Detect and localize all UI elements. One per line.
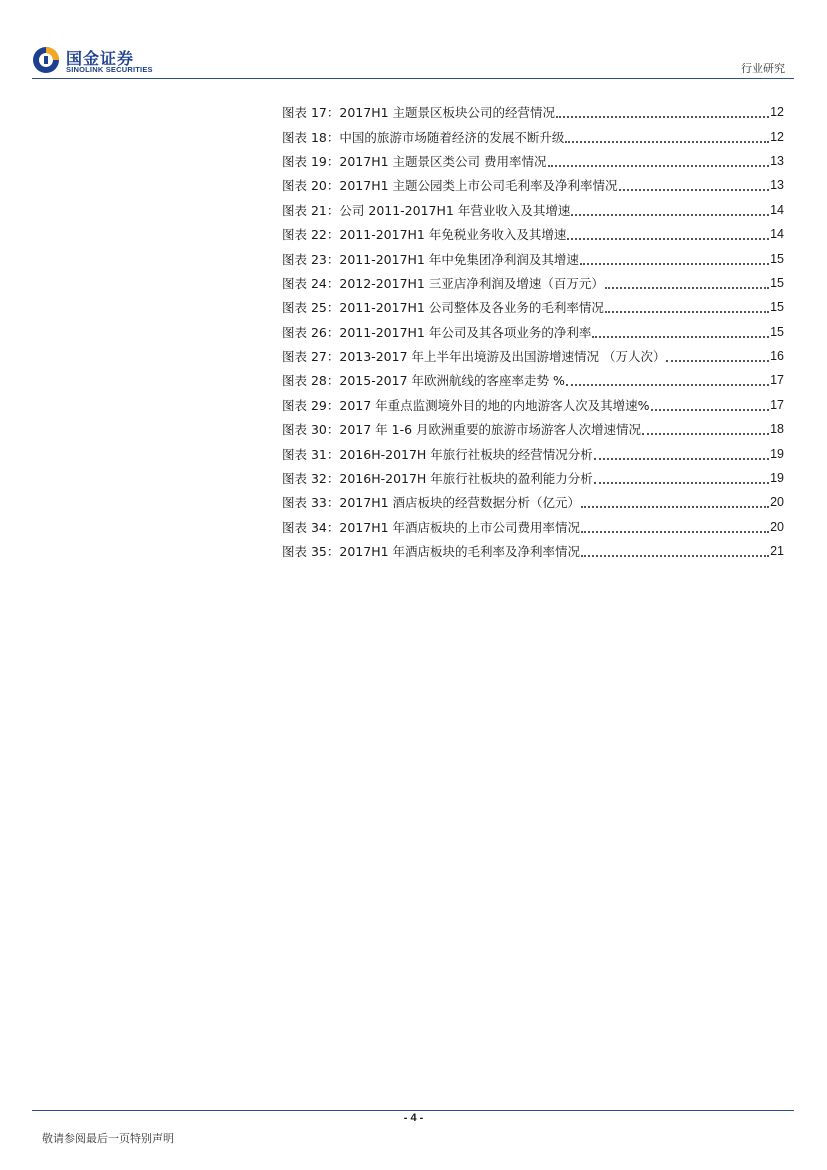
toc-entry-page: 15 bbox=[770, 275, 784, 290]
page-number: - 4 - bbox=[403, 1112, 424, 1124]
toc-leader-dots bbox=[666, 346, 769, 362]
toc-entry-label: 图表 23： bbox=[282, 251, 340, 267]
toc-entry[interactable] bbox=[282, 173, 784, 197]
toc-entry-title: 2016H-2017H 年旅行社板块的盈利能力分析 bbox=[339, 471, 593, 487]
toc-entry[interactable] bbox=[282, 100, 784, 124]
toc-entry-label: 图表 24： bbox=[282, 275, 340, 291]
toc-entry-label: 图表 35： bbox=[282, 544, 340, 560]
toc-entry-label: 图表 18： bbox=[282, 129, 340, 145]
toc-entry[interactable] bbox=[282, 490, 784, 514]
toc-entry-page: 13 bbox=[770, 178, 784, 193]
toc-entry-label: 图表 31： bbox=[282, 446, 340, 462]
toc-leader-dots bbox=[571, 200, 769, 216]
toc-entry[interactable] bbox=[282, 246, 784, 270]
toc-leader-dots bbox=[642, 419, 769, 435]
toc-entry[interactable] bbox=[282, 417, 784, 441]
toc-entry-title: 2017 年重点监测境外目的地的内地游客人次及其增速% bbox=[339, 397, 650, 413]
toc-entry-label: 图表 19： bbox=[282, 153, 340, 169]
toc-leader-dots bbox=[581, 492, 769, 508]
sinolink-logo-icon bbox=[32, 46, 60, 74]
toc-entry-label: 图表 25： bbox=[282, 300, 340, 316]
toc-leader-dots bbox=[556, 102, 769, 118]
toc-entry-title: 2017H1 主题景区类公司 费用率情况 bbox=[339, 153, 547, 169]
toc-entry-page: 20 bbox=[770, 519, 784, 534]
toc-leader-dots bbox=[605, 273, 769, 289]
toc-entry-page: 19 bbox=[770, 471, 784, 486]
toc-entry-page: 21 bbox=[770, 544, 784, 559]
toc-entry-label: 图表 34： bbox=[282, 519, 340, 535]
toc-entry-page: 17 bbox=[770, 397, 784, 412]
sinolink-logo bbox=[32, 46, 162, 78]
toc-entry-label: 图表 32： bbox=[282, 471, 340, 487]
toc-entry-page: 13 bbox=[770, 153, 784, 168]
toc-entry-title: 中国的旅游市场随着经济的发展不断升级 bbox=[339, 129, 565, 145]
toc-entry-label: 图表 17： bbox=[282, 105, 340, 121]
toc-entry-title: 2012-2017H1 三亚店净利润及增速（百万元） bbox=[339, 275, 604, 291]
toc-entry-label: 图表 26： bbox=[282, 324, 340, 340]
toc-leader-dots bbox=[651, 395, 770, 411]
toc-entry[interactable] bbox=[282, 320, 784, 344]
toc-leader-dots bbox=[548, 151, 770, 167]
toc-entry-title: 2011-2017H1 年公司及其各项业务的净利率 bbox=[339, 324, 592, 340]
toc-entry-title: 公司 2011-2017H1 年营业收入及其增速 bbox=[339, 202, 571, 218]
toc-entry[interactable] bbox=[282, 295, 784, 319]
toc-entry-page: 12 bbox=[770, 129, 784, 144]
toc-entry-page: 20 bbox=[770, 495, 784, 510]
toc-leader-dots bbox=[619, 175, 770, 191]
toc-entry-label: 图表 29： bbox=[282, 397, 340, 413]
header-divider bbox=[32, 78, 794, 79]
toc-entry-label: 图表 28： bbox=[282, 373, 340, 389]
toc-entry-label: 图表 27： bbox=[282, 349, 340, 365]
logo-chinese-name: 国金证券 bbox=[66, 49, 135, 68]
toc-entry-label: 图表 21： bbox=[282, 202, 340, 218]
toc-leader-dots bbox=[581, 541, 769, 557]
toc-entry-title: 2013-2017 年上半年出境游及出国游增速情况 （万人次） bbox=[339, 349, 666, 365]
toc-entry[interactable] bbox=[282, 466, 784, 490]
footer-divider bbox=[32, 1110, 794, 1111]
toc-entry-label: 图表 30： bbox=[282, 422, 340, 438]
toc-entry-label: 图表 33： bbox=[282, 495, 340, 511]
toc-entry-title: 2017H1 年酒店板块的毛利率及净利率情况 bbox=[339, 544, 581, 560]
toc-leader-dots bbox=[581, 517, 769, 533]
toc-entry-page: 15 bbox=[770, 324, 784, 339]
toc-entry-title: 2016H-2017H 年旅行社板块的经营情况分析 bbox=[339, 446, 593, 462]
footer-disclaimer: 敬请参阅最后一页特别声明 bbox=[42, 1132, 174, 1145]
toc-entry-page: 12 bbox=[770, 105, 784, 120]
toc-entry-label: 图表 22： bbox=[282, 227, 340, 243]
toc-entry-title: 2015-2017 年欧洲航线的客座率走势 % bbox=[339, 373, 565, 389]
toc-entry[interactable] bbox=[282, 344, 784, 368]
toc-entry-page: 16 bbox=[770, 349, 784, 364]
toc-entry-title: 2017H1 主题景区板块公司的经营情况 bbox=[339, 105, 556, 121]
toc-entry-title: 2017H1 主题公园类上市公司毛利率及净利率情况 bbox=[339, 178, 618, 194]
toc-entry[interactable] bbox=[282, 393, 784, 417]
toc-entry[interactable] bbox=[282, 441, 784, 465]
toc-entry-title: 2017H1 酒店板块的经营数据分析（亿元） bbox=[339, 495, 581, 511]
toc-entry[interactable] bbox=[282, 515, 784, 539]
toc-entry-title: 2017H1 年酒店板块的上市公司费用率情况 bbox=[339, 519, 581, 535]
toc-entry-page: 19 bbox=[770, 446, 784, 461]
toc-entry-page: 14 bbox=[770, 227, 784, 242]
toc-entry[interactable] bbox=[282, 222, 784, 246]
toc-leader-dots bbox=[592, 322, 769, 338]
toc-entry-page: 15 bbox=[770, 251, 784, 266]
toc-entry-label: 图表 20： bbox=[282, 178, 340, 194]
toc-leader-dots bbox=[594, 468, 769, 484]
figure-index-list bbox=[282, 100, 784, 563]
page-header bbox=[0, 0, 827, 80]
toc-entry[interactable] bbox=[282, 198, 784, 222]
toc-entry-page: 18 bbox=[770, 422, 784, 437]
toc-entry[interactable] bbox=[282, 368, 784, 392]
toc-leader-dots bbox=[580, 249, 769, 265]
toc-entry-page: 17 bbox=[770, 373, 784, 388]
toc-leader-dots bbox=[605, 297, 769, 313]
toc-entry[interactable] bbox=[282, 149, 784, 173]
logo-english-name: SINOLINK SECURITIES bbox=[66, 65, 153, 74]
toc-entry-title: 2011-2017H1 年中免集团净利润及其增速 bbox=[339, 251, 579, 267]
toc-entry[interactable] bbox=[282, 271, 784, 295]
toc-leader-dots bbox=[567, 224, 769, 240]
toc-entry-page: 15 bbox=[770, 300, 784, 315]
toc-entry-title: 2011-2017H1 公司整体及各业务的毛利率情况 bbox=[339, 300, 604, 316]
toc-leader-dots bbox=[565, 127, 769, 143]
toc-leader-dots bbox=[594, 444, 769, 460]
toc-entry[interactable] bbox=[282, 539, 784, 563]
toc-leader-dots bbox=[566, 370, 769, 386]
toc-entry-title: 2011-2017H1 年免税业务收入及其增速 bbox=[339, 227, 567, 243]
toc-entry[interactable] bbox=[282, 124, 784, 148]
section-label: 行业研究 bbox=[741, 62, 785, 75]
toc-entry-title: 2017 年 1-6 月欧洲重要的旅游市场游客人次增速情况 bbox=[339, 422, 642, 438]
toc-entry-page: 14 bbox=[770, 202, 784, 217]
